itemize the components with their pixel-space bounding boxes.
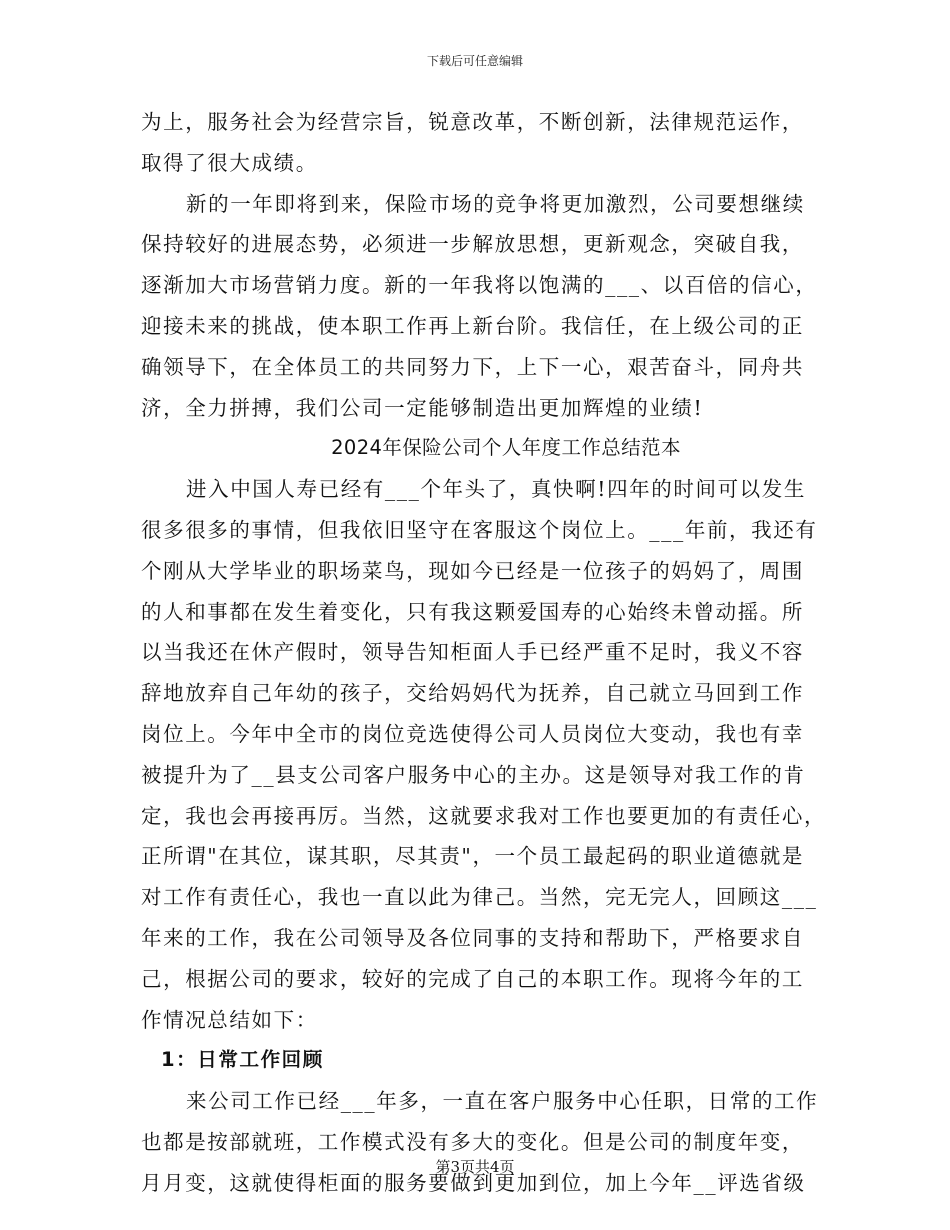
- body-line: 以当我还在休产假时，领导告知柜面人手已经严重不足时，我义不容: [141, 640, 804, 665]
- document-body: [141, 102, 827, 1204]
- body-line: 也都是按部就班，工作模式没有多大的变化。但是公司的制度年变，: [141, 1129, 804, 1154]
- body-line: 济，全力拼搏，我们公司一定能够制造出更加辉煌的业绩!: [141, 395, 704, 420]
- body-line: 辞地放弃自己年幼的孩子，交给妈妈代为抚养，自己就立马回到工作: [141, 681, 804, 706]
- body-line: 确领导下，在全体员工的共同努力下，上下一心，艰苦奋斗，同舟共: [141, 354, 804, 379]
- body-line: 进入中国人寿已经有___个年头了，真快啊!四年的时间可以发生: [186, 477, 806, 502]
- body-line: 很多很多的事情，但我依旧坚守在客服这个岗位上。___年前，我还有: [141, 517, 818, 542]
- page-footer: 第3页共4页: [435, 1158, 515, 1176]
- body-line: 定，我也会再接再厉。当然，这就要求我对工作也要更加的有责任心，: [141, 803, 827, 828]
- body-line: 个刚从大学毕业的职场菜鸟，现如今已经是一位孩子的妈妈了，周围: [141, 558, 804, 583]
- body-line: 保持较好的进展态势，必须进一步解放思想，更新观念，突破自我，: [141, 232, 804, 257]
- body-line: 月月变，这就使得柜面的服务要做到更加到位，加上今年__评选省级: [141, 1170, 806, 1195]
- body-line: 年来的工作，我在公司领导及各位同事的支持和帮助下，严格要求自: [141, 925, 804, 950]
- body-line: 正所谓"在其位，谋其职，尽其责"，一个员工最起码的职业道德就是: [141, 844, 804, 869]
- body-line: 新的一年即将到来，保险市场的竞争将更加激烈，公司要想继续: [186, 191, 805, 216]
- body-line: 来公司工作已经___年多，一直在客户服务中心任职，日常的工作: [186, 1089, 819, 1114]
- body-line: 取得了很大成绩。: [141, 150, 318, 175]
- section-heading: 1：日常工作回顾: [161, 1048, 324, 1072]
- document-title: 2024年保险公司个人年度工作总结范本: [331, 436, 681, 460]
- page-header: 下载后可任意编辑: [426, 54, 523, 68]
- body-line: 为上，服务社会为经营宗旨，锐意改革，不断创新，法律规范运作，: [141, 110, 804, 134]
- body-line: 逐渐加大市场营销力度。新的一年我将以饱满的___、以百倍的信心，: [141, 273, 818, 298]
- body-line: 被提升为了__县支公司客户服务中心的主办。这是领导对我工作的肯: [141, 762, 806, 787]
- body-line: 作情况总结如下：: [141, 1007, 318, 1032]
- body-line: 迎接未来的挑战，使本职工作再上新台阶。我信任，在上级公司的正: [141, 313, 804, 338]
- body-line: 岗位上。今年中全市的岗位竞选使得公司人员岗位大变动，我也有幸: [141, 721, 804, 746]
- body-line: 己，根据公司的要求，较好的完成了自己的本职工作。现将今年的工: [141, 966, 804, 991]
- body-line: 的人和事都在发生着变化，只有我这颗爱国寿的心始终未曾动摇。所: [141, 599, 804, 624]
- body-line: 对工作有责任心，我也一直以此为律己。当然，完无完人，回顾这___: [141, 885, 818, 910]
